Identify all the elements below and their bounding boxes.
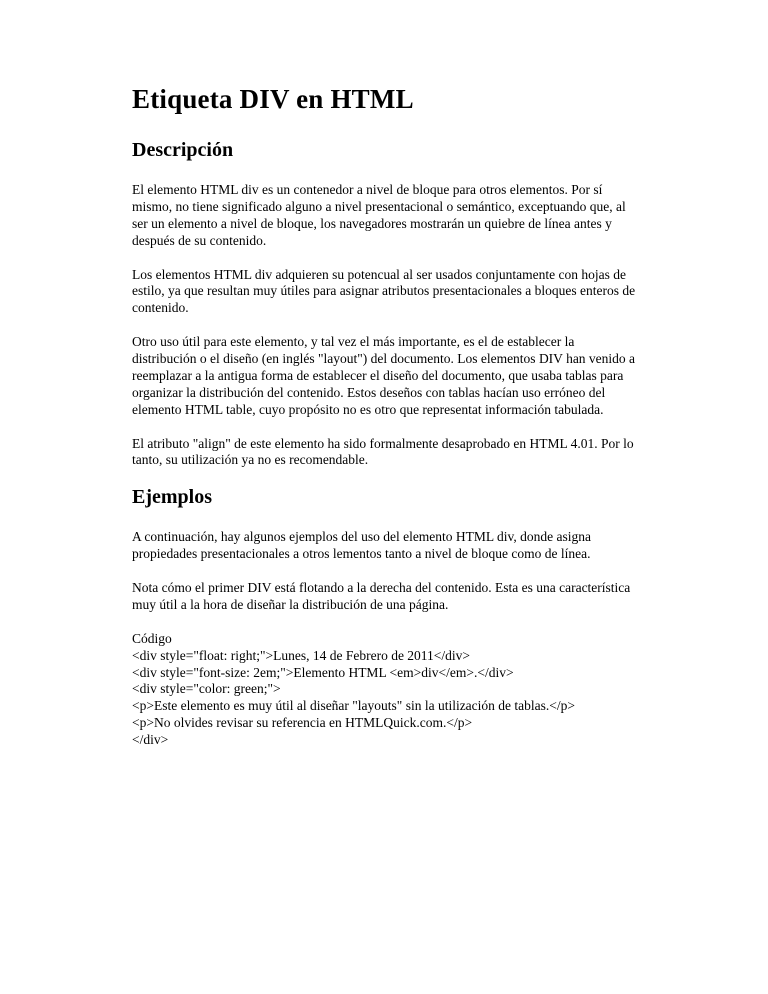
paragraph-descripcion-4: El atributo "align" de este elemento ha sido formalmente desaprobado en HTML 4.01. Por lo tanto, su utilización ya no es recomendable. bbox=[132, 435, 634, 468]
section-heading-ejemplos: Ejemplos bbox=[132, 486, 212, 509]
paragraph-descripcion-3: Otro uso útil para este elemento, y tal vez el más importante, es el de establecer la distribución o el diseño (en inglés "layout") del documento. Los elementos DIV han venido a reemplazar a la antigua forma de establecer el diseño del documento, que usaba tablas para organizar la distribución del contenido. Estos deseños con tablas hacían uso erróneo del elemento HTML table, cuyo propósito no es otro que representat información tabulada. bbox=[132, 334, 636, 417]
code-line-5: <p>No olvides revisar su referencia en HTMLQuick.com.</p> bbox=[132, 715, 473, 731]
code-line-4: <p>Este elemento es muy útil al diseñar "layouts" sin la utilización de tablas.</p> bbox=[132, 698, 576, 714]
paragraph-ejemplos-1: A continuación, hay algunos ejemplos del uso del elemento HTML div, donde asigna propiedades presentacionales a otros lementos tanto a nivel de bloque como de línea. bbox=[132, 529, 592, 562]
code-example-block bbox=[132, 631, 640, 749]
paragraph-descripcion-2: Los elementos HTML div adquieren su potencual al ser usados conjuntamente con hojas de estilo, ya que resultan muy útiles para asignar atributos presentacionales a bloques enteros de contenido. bbox=[132, 266, 636, 316]
code-label: Código bbox=[132, 630, 172, 646]
paragraph-descripcion-1: El elemento HTML div es un contenedor a nivel de bloque para otros elementos. Por sí mismo, no tiene significado alguno a nivel presentacional o semántico, exceptuando que, al ser un elemento a nivel de bloque, los navegadores mostrarán un quiebre de línea antes y después de su contenido. bbox=[132, 182, 626, 248]
paragraph-ejemplos-2: Nota cómo el primer DIV está flotando a la derecha del contenido. Esta es una característica muy útil a la hora de diseñar la distribución de una página. bbox=[132, 580, 631, 612]
page-title: Etiqueta DIV en HTML bbox=[132, 84, 414, 114]
code-line-1: <div style="float: right;">Lunes, 14 de Febrero de 2011</div> bbox=[132, 647, 471, 663]
code-line-2: <div style="font-size: 2em;">Elemento HTML <em>div</em>.</div> bbox=[132, 664, 514, 680]
code-line-6: </div> bbox=[132, 732, 169, 747]
code-line-3: <div style="color: green;"> bbox=[132, 681, 281, 697]
section-heading-descripcion: Descripción bbox=[132, 139, 234, 161]
